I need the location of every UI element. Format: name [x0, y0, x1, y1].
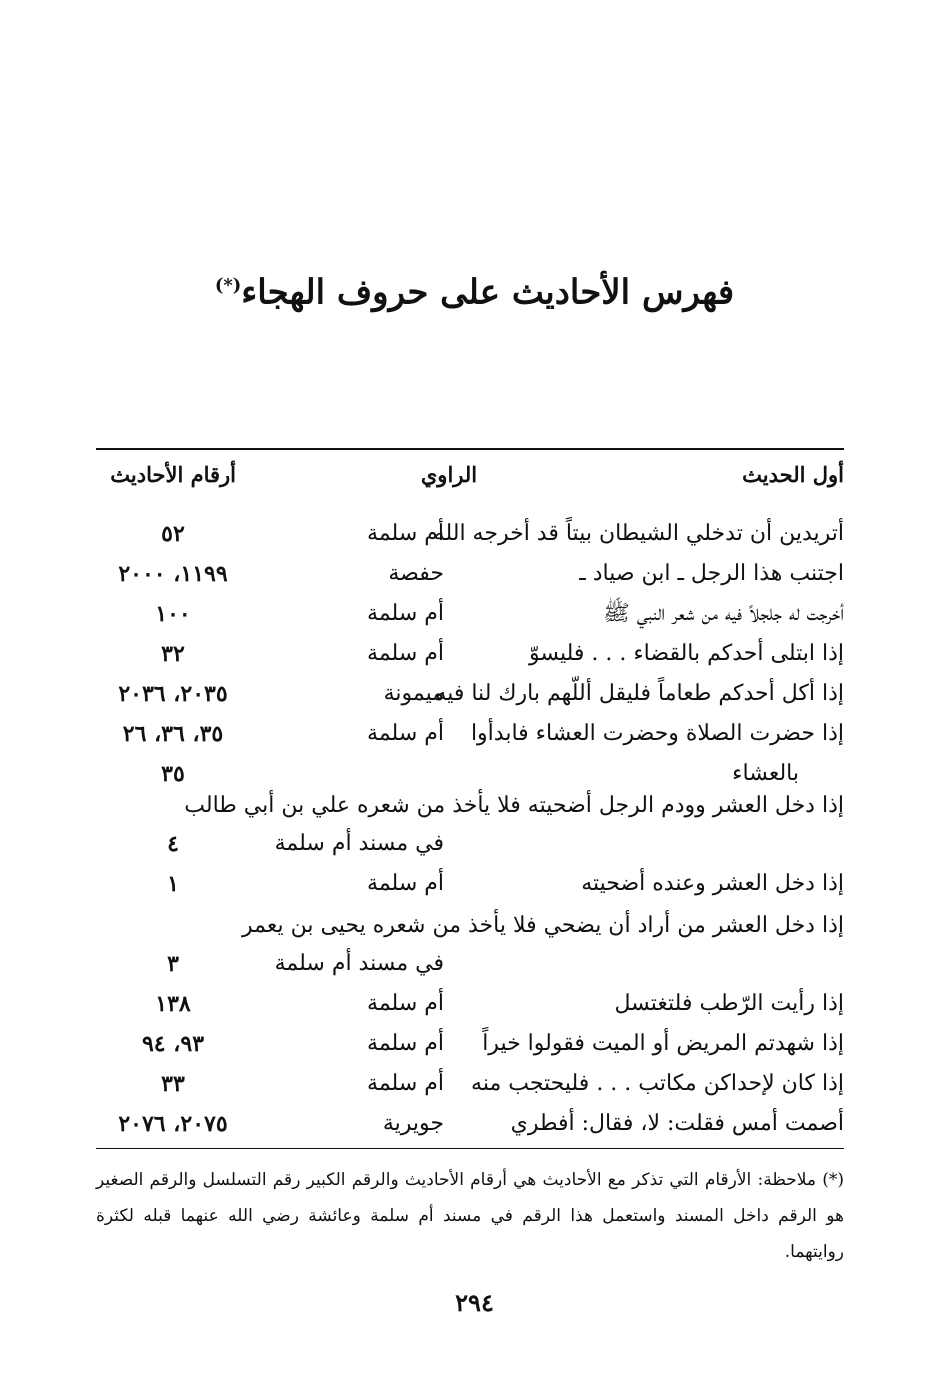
table-row [0, 1024, 949, 1064]
header-rawi: الراوي [420, 462, 478, 487]
hadith-numbers: ٣٣ [161, 1071, 185, 1097]
rawi-text: أم سلمة [367, 641, 444, 666]
rawi-text: جويرية [382, 1111, 444, 1136]
table-row [0, 984, 949, 1024]
title-footnote-mark: (*) [214, 275, 242, 296]
hadith-text: إذا حضرت الصلاة وحضرت العشاء فابدأوا [470, 721, 844, 746]
table-row [0, 594, 949, 634]
hadith-numbers: ٢٠٣٥، ٢٠٣٦ [118, 681, 228, 707]
hadith-numbers: ٤ [167, 831, 179, 857]
hadith-text: بالعشاء [732, 761, 799, 786]
table-row [0, 1104, 949, 1144]
hadith-numbers: ٥٢ [161, 521, 185, 547]
rawi-text: أم سلمة [367, 871, 444, 896]
rawi-text: أم سلمة [367, 601, 444, 626]
hadith-long-line: إذا دخل العشر من أراد أن يضحي فلا يأخذ من شعره يحيى بن يعمر [242, 913, 844, 938]
hadith-text: إذا رأيت الرّطب فلتغتسل [614, 991, 844, 1016]
page-number: ٢٩٤ [455, 1288, 494, 1317]
hadith-text: اجتنب هذا الرجل ـ ابن صياد ـ [579, 561, 844, 586]
hadith-text: في مسند أم سلمة [274, 951, 444, 976]
rawi-text: ميمونة [383, 681, 444, 706]
rawi-text: أم سلمة [367, 721, 444, 746]
hadith-text: إذا دخل العشر وعنده أضحيته [581, 871, 844, 896]
rawi-text: حفصة [388, 561, 444, 586]
hadith-numbers: ١١٩٩، ٢٠٠٠ [118, 561, 228, 587]
hadith-numbers: ٣٥ [161, 761, 185, 787]
hadith-text: إذا أكل أحدكم طعاماً فليقل أللّهم بارك لنا فيه [435, 681, 844, 706]
hadith-numbers: ٣٢ [161, 641, 185, 667]
table-row [0, 634, 949, 674]
rawi-text: أم سلمة [367, 991, 444, 1016]
table-row [0, 1064, 949, 1104]
hadith-text: أخرجت له جلجلاً فيه من شعر النبي ﷺ [603, 601, 844, 626]
table-row [0, 714, 949, 754]
rawi-text: أم سلمة [367, 1071, 444, 1096]
hadith-text: أتريدين أن تدخلي الشيطان بيتاً قد أخرجه الله [433, 521, 844, 546]
footnote-rule [96, 1148, 844, 1149]
hadith-text: إذا شهدتم المريض أو الميت فقولوا خيراً [482, 1031, 844, 1056]
header-hadith: أول الحديث [742, 462, 844, 487]
table-row [0, 864, 949, 904]
rawi-text: أم سلمة [367, 1031, 444, 1056]
hadith-text: إذا كان لإحداكن مكاتب . . . فليحتجب منه [471, 1071, 844, 1096]
page-title [0, 262, 949, 316]
table-row [0, 824, 949, 864]
hadith-numbers: ٣٥، ٣٦، ٢٦ [122, 721, 224, 747]
hadith-text: في مسند أم سلمة [274, 831, 444, 856]
rawi-text: أم سلمة [367, 521, 444, 546]
table-row [0, 514, 949, 554]
hadith-numbers: ٩٣، ٩٤ [141, 1031, 205, 1057]
hadith-numbers: ٢٠٧٥، ٢٠٧٦ [118, 1111, 228, 1137]
hadith-long-line: إذا دخل العشر وودم الرجل أضحيته فلا يأخذ من شعره علي بن أبي طالب [184, 793, 844, 818]
hadith-text: أصمت أمس فقلت: لا، فقال: أفطري [510, 1111, 844, 1136]
hadith-numbers: ١٣٨ [155, 991, 191, 1017]
hadith-numbers: ٣ [167, 951, 179, 977]
table-row [0, 554, 949, 594]
header-numbers: أرقام الأحاديث [110, 462, 236, 487]
footnote: (*) ملاحظة: الأرقام التي تذكر مع الأحاديث هي أرقام الأحاديث والرقم الكبير رقم التسلسل والرقم الصغير هو الرقم داخل المسند واستعمل هذا الرقم في مسند أم سلمة وعائشة رضي الله عنهما قبله لكثرة روايتهما. [96, 1170, 844, 1262]
hadith-text: إذا ابتلى أحدكم بالقضاء . . . فليسوّ [528, 641, 844, 666]
title-text: فهرس الأحاديث على حروف الهجاء [241, 272, 735, 313]
hadith-numbers: ١ [167, 871, 179, 897]
hadith-numbers: ١٠٠ [155, 601, 191, 627]
table-row [0, 674, 949, 714]
table-row [0, 944, 949, 984]
table-top-rule [96, 448, 844, 450]
